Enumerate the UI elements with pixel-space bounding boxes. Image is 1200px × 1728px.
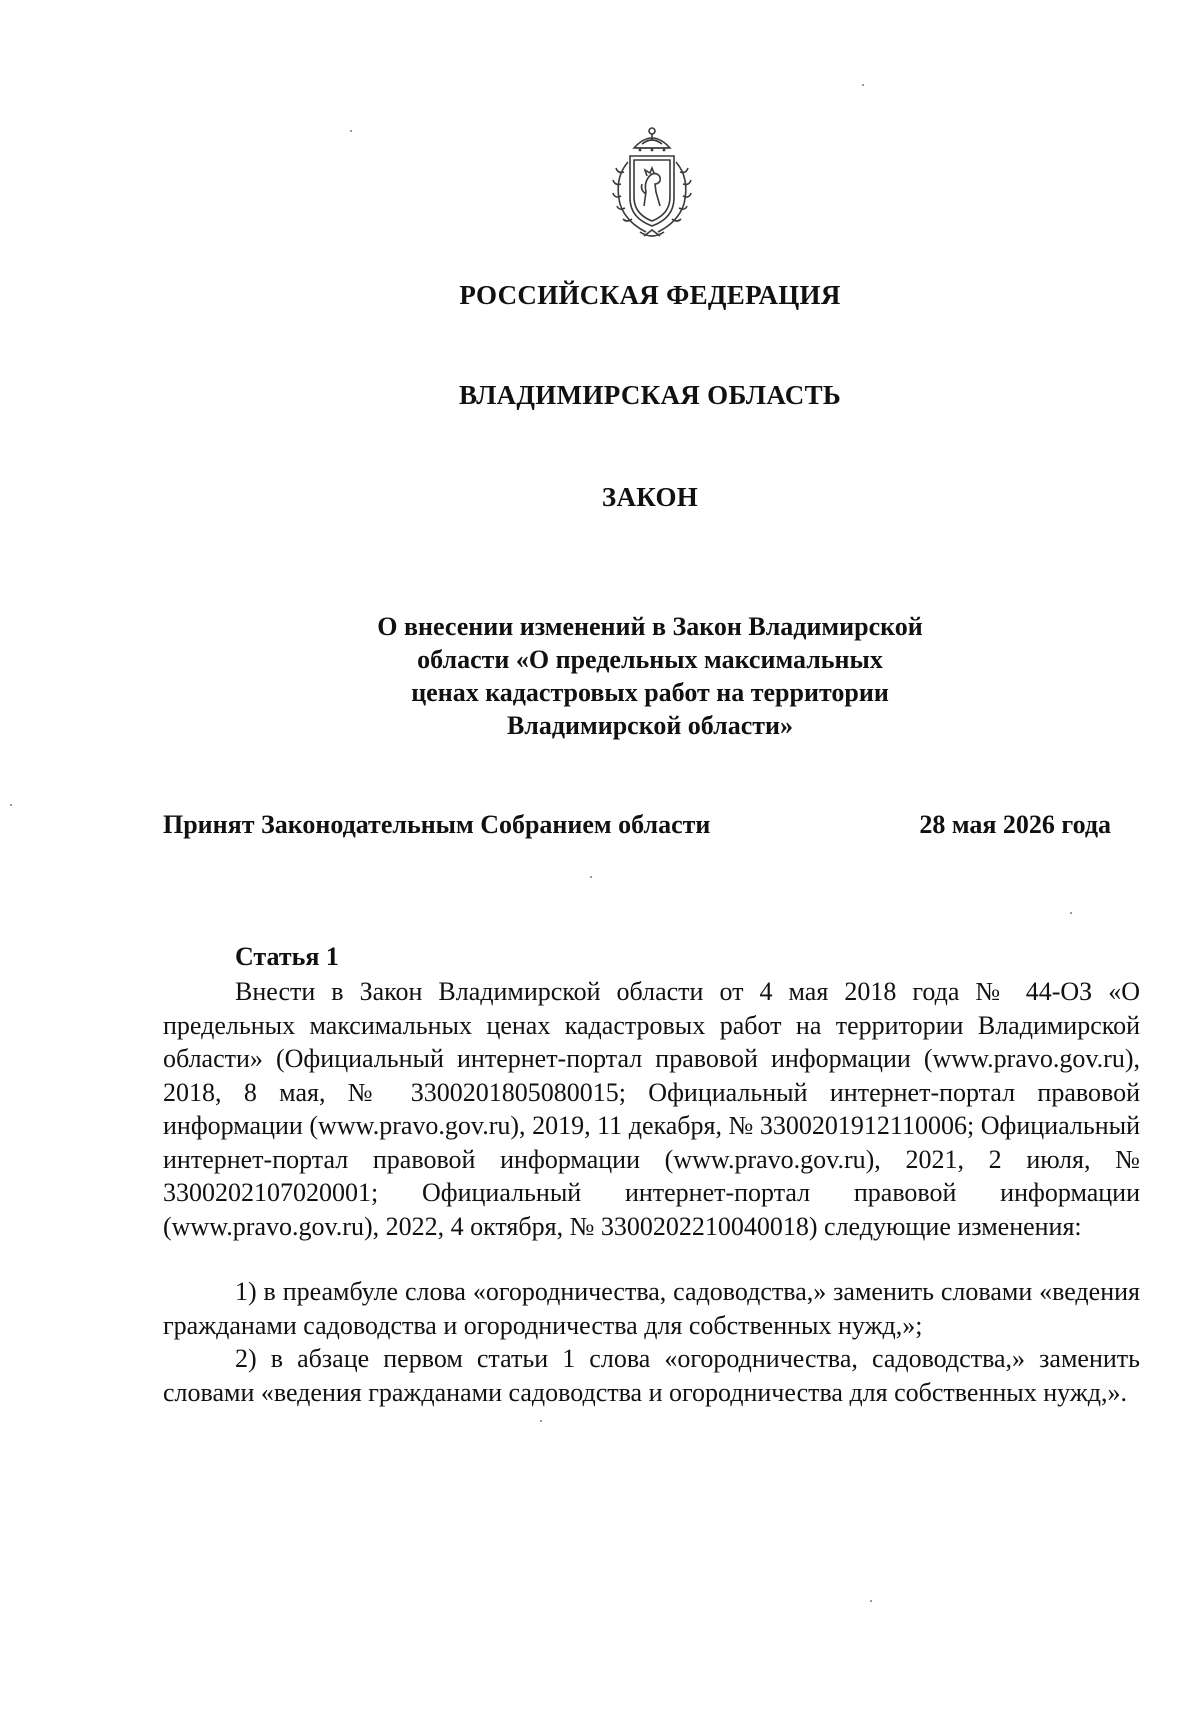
article-paragraph-text: 2) в абзаце первом статьи 1 слова «огородничества, садоводства,» заменить словами «ведения гражданами садоводства и огородничества для собственных нужд,». xyxy=(163,1344,1140,1407)
law-title-line: ценах кадастровых работ на территории xyxy=(411,678,889,707)
article-paragraph xyxy=(163,975,1140,1243)
adoption-label: Принят Законодательным Собранием области xyxy=(163,810,711,839)
law-title-line: области «О предельных максимальных xyxy=(417,645,883,674)
article-paragraph xyxy=(163,1275,1140,1342)
region-heading: ВЛАДИМИРСКАЯ ОБЛАСТЬ xyxy=(458,380,842,410)
article-paragraph-text: 1) в преамбуле слова «огородничества, садоводства,» заменить словами «ведения гражданами садоводства и огородничества для собственных нужд,»; xyxy=(163,1277,1140,1340)
article-paragraph xyxy=(163,1342,1140,1409)
adoption-line xyxy=(163,810,1111,840)
article-heading: Статья 1 xyxy=(235,942,339,971)
adoption-date: 28 мая 2026 года xyxy=(919,810,1111,839)
article-paragraph-text: Внести в Закон Владимирской области от 4 мая 2018 года № 44-ОЗ «О предельных максимальных ценах кадастровых работ на территории Владимирской области» (Официальный интернет-портал правовой информации (www.pravo.gov.ru), 2018, 8 мая, № 3300201805080015; Официальный интернет-портал правовой информации (www.pravo.gov.ru), 2019, 11 декабря, № 3300201912110006; Официальный интернет-портал правовой информации (www.pravo.gov.ru), 2021, 2 июля, № 3300202107020001; Официальный интернет-портал правовой информации (www.pravo.gov.ru), 2022, 4 октября, № 3300202210040018) следующие изменения: xyxy=(163,977,1140,1241)
law-title-line: О внесении изменений в Закон Владимирской xyxy=(377,612,923,641)
country-heading: РОССИЙСКАЯ ФЕДЕРАЦИЯ xyxy=(459,280,841,310)
document-kind-heading: ЗАКОН xyxy=(601,482,699,512)
law-title-line: Владимирской области» xyxy=(506,711,794,740)
coat-of-arms-icon xyxy=(600,126,704,242)
law-title xyxy=(300,610,1000,742)
